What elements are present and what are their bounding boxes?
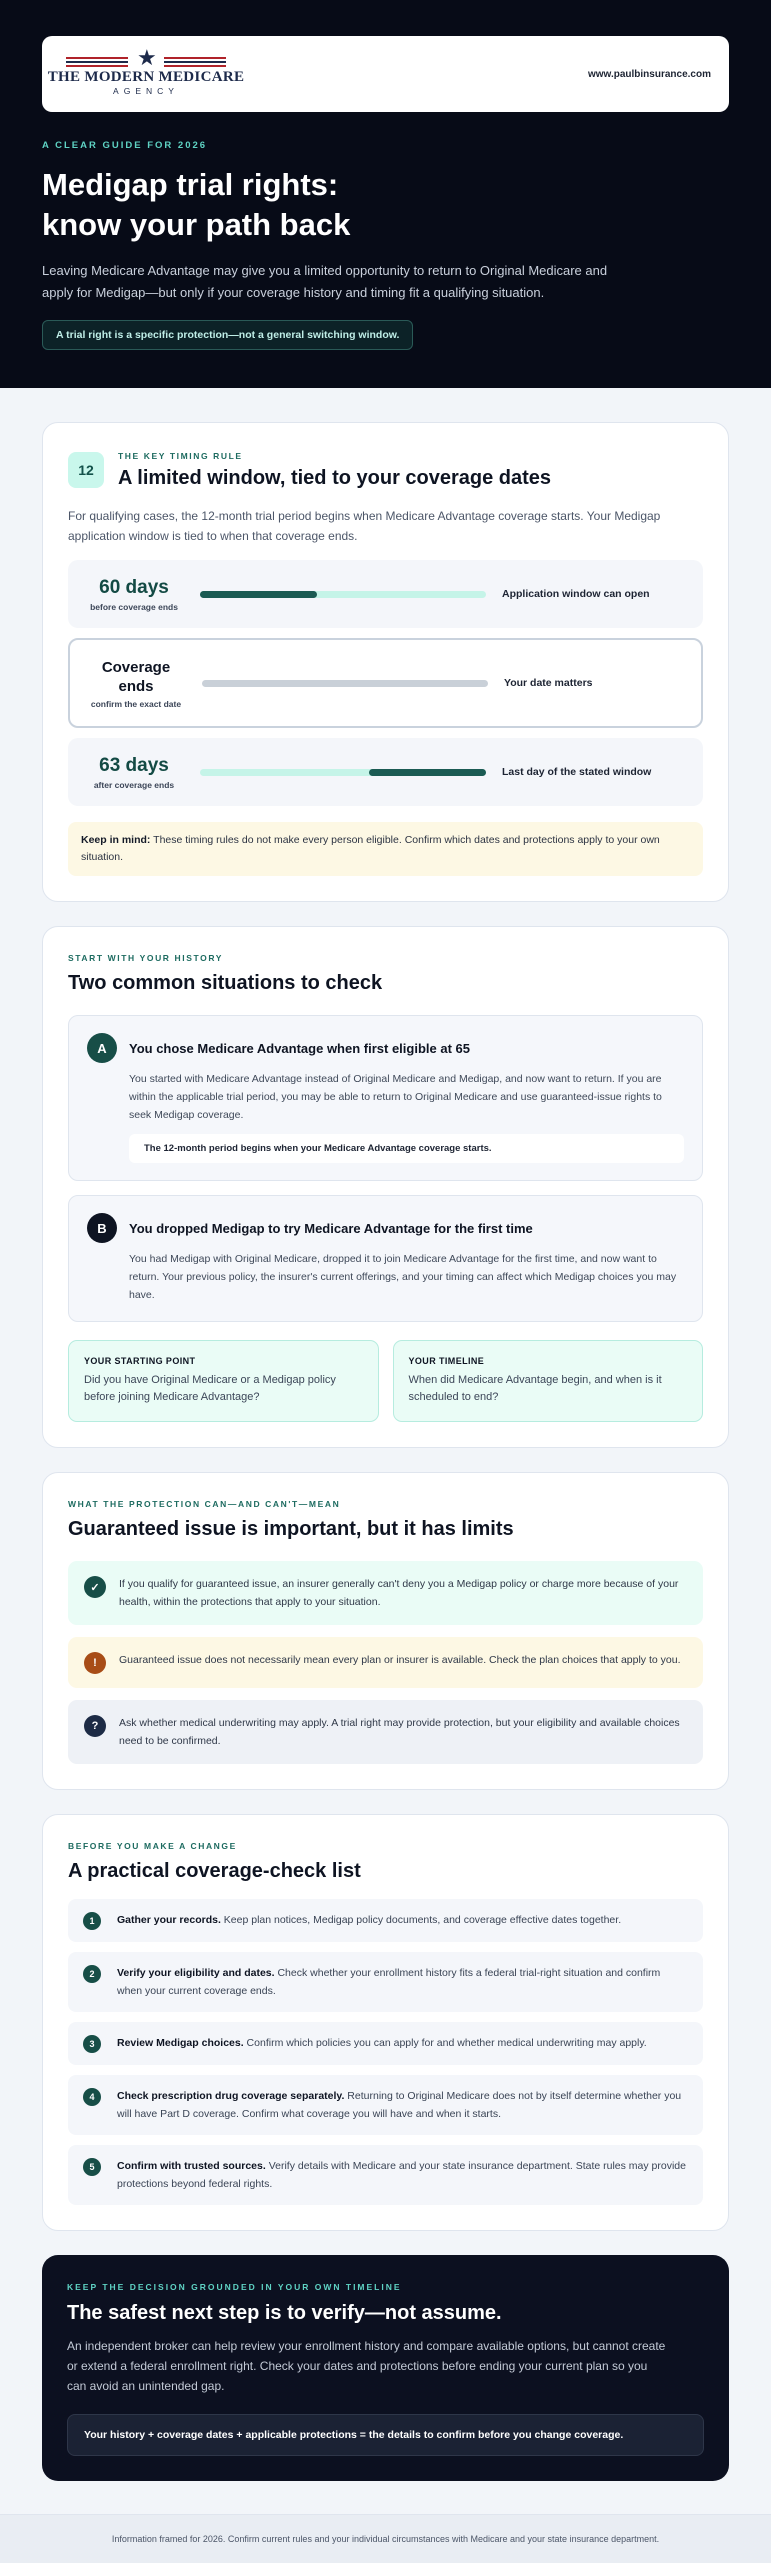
situation-body: You had Medigap with Original Medicare, dropped it to join Medicare Advantage for the first time, and now want to return. Your previous policy, the insurer's current offerings, and your timing can affect which Medigap choices you may have. [129,1253,677,1301]
history-title: Two common situations to check [68,972,383,994]
protection-text: Ask whether medical underwriting may apply. A trial right may provide protection, but your eligibility and available choices need to be confirmed. [119,1717,680,1747]
starting-point-box [68,1340,379,1422]
step-title: Verify your eligibility and dates. [117,1967,275,1979]
starting-point-text: Did you have Original Medicare or a Medigap policy before joining Medicare Advantage? [84,1374,336,1403]
hero-section [0,0,771,388]
timing-card [42,422,729,902]
logo-name: THE MODERN MEDICARE [47,69,245,85]
header-bar [42,36,729,112]
timeline-track [202,680,488,687]
timeline-title: YOUR TIMELINE [408,1356,485,1366]
timeline-row-highlight [68,638,703,728]
checklist-title: A practical coverage-check list [68,1860,361,1882]
timeline-fill [369,769,486,776]
timeline-caption: before coverage ends [90,601,178,612]
step-text: Keep plan notices, Medigap policy documents, and coverage effective dates together. [220,1914,622,1926]
situation-title: You dropped Medigap to try Medicare Advantage for the first time [129,1220,533,1236]
title-line-2: know your path back [42,207,351,242]
page-footer: Information framed for 2026. Confirm current rules and your individual circumstances with Medicare and your state insurance department. [0,2514,771,2563]
protection-text: If you qualify for guaranteed issue, an insurer generally can't deny you a Medigap policy or charge more because of your health, within the protections that apply to your situation. [119,1578,679,1608]
timing-number-badge: 12 [68,452,104,488]
protection-item [68,1561,703,1625]
step-number: 5 [83,2158,101,2176]
timeline-value: 63 days [99,754,169,776]
timeline-box [393,1340,704,1422]
timeline-track [200,769,486,776]
situation-body: You started with Medicare Advantage instead of Original Medicare and Medigap, and now want to return. If you are within the applicable trial period, you may be able to return to Original Medicare and use guaranteed-issue rights to seek Medigap coverage. [129,1073,662,1121]
closing-formula: Your history + coverage dates + applicable protections = the details to confirm before you change coverage. [67,2414,704,2456]
history-card [42,926,729,1448]
hero-callout: A trial right is a specific protection—not a general switching window. [42,320,413,350]
protection-text: Guaranteed issue does not necessarily mean every plan or insurer is available. Check the plan choices that apply to you. [119,1654,681,1666]
timeline-caption: after coverage ends [93,779,175,790]
timing-title: A limited window, tied to your coverage dates [118,467,552,489]
website-link[interactable]: www.paulbinsurance.com [588,68,711,80]
situation-letter-badge: A [87,1033,117,1063]
step-title: Check prescription drug coverage separately. [117,2090,345,2102]
starting-point-title: YOUR STARTING POINT [84,1356,196,1366]
timeline-fill [200,591,317,598]
closing-title: The safest next step is to verify—not assume. [67,2302,502,2324]
timeline-text: When did Medicare Advantage begin, and when is it scheduled to end? [408,1374,662,1403]
warning-icon: ! [84,1652,106,1674]
agency-logo[interactable] [47,45,245,97]
closing-eyebrow: KEEP THE DECISION GROUNDED IN YOUR OWN TIMELINE [67,2282,402,2292]
checklist-item [68,1952,703,2012]
step-text: Returning to Original Medicare does not by itself determine whether you will have Part D coverage. Confirm what coverage you will have and when it starts. [117,2090,682,2120]
note-text: These timing rules do not make every person eligible. Confirm which dates and protections apply to your own situation. [81,834,660,863]
question-icon: ? [84,1715,106,1737]
note-label: Keep in mind: [81,834,151,846]
situation-letter-badge: B [87,1213,117,1243]
hero-lede: Leaving Medicare Advantage may give you a limited opportunity to return to Original Medicare and apply for Medigap—but only if your coverage history and timing fit a qualifying situation. [42,263,608,300]
situation-title: You chose Medicare Advantage when first eligible at 65 [129,1040,470,1056]
timeline-row [68,738,703,806]
history-eyebrow: START WITH YOUR HISTORY [68,953,224,963]
title-line-1: Medigap trial rights: [42,167,339,202]
step-number: 1 [83,1912,101,1930]
step-title: Review Medigap choices. [117,2037,244,2049]
logo-subtitle: AGENCY [113,86,179,96]
timing-eyebrow: THE KEY TIMING RULE [118,451,243,461]
timeline-caption: confirm the exact date [90,698,182,709]
page-title [42,165,729,245]
checklist-card [42,1814,729,2231]
step-text: Confirm which policies you can apply for and whether medical underwriting may apply. [243,2037,647,2049]
timeline-value: Coverage ends [101,658,171,695]
flag-star-icon: ★ [60,51,232,69]
checklist-item [68,1899,703,1942]
step-number: 4 [83,2088,101,2106]
hero-eyebrow: A CLEAR GUIDE FOR 2026 [42,140,208,151]
closing-section [42,2255,729,2481]
situation-highlight: The 12-month period begins when your Medicare Advantage coverage starts. [129,1134,684,1163]
timing-intro: For qualifying cases, the 12-month trial period begins when Medicare Advantage coverage starts. Your Medigap application window is tied to when that coverage ends. [68,509,661,543]
timeline-track [200,591,486,598]
protection-eyebrow: WHAT THE PROTECTION CAN—AND CAN'T—MEAN [68,1499,341,1509]
step-title: Confirm with trusted sources. [117,2160,266,2172]
keep-in-mind-note [68,822,703,876]
step-number: 2 [83,1965,101,1983]
checklist-item [68,2145,703,2205]
timeline-label: Your date matters [504,677,593,689]
checklist-item [68,2022,703,2065]
checklist-item [68,2075,703,2135]
timeline-value: 60 days [99,576,169,598]
situation-card-a [68,1015,703,1181]
step-text: Verify details with Medicare and your state insurance department. State rules may provide protections beyond federal rights. [117,2160,686,2190]
checklist-eyebrow: BEFORE YOU MAKE A CHANGE [68,1841,237,1851]
timeline-label: Last day of the stated window [502,766,652,778]
protection-item [68,1700,703,1764]
protection-item [68,1637,703,1688]
step-title: Gather your records. [117,1914,221,1926]
timeline-label: Application window can open [502,588,650,600]
situation-card-b [68,1195,703,1322]
protection-title: Guaranteed issue is important, but it has limits [68,1518,514,1540]
step-text: Check whether your enrollment history fits a federal trial-right situation and confirm when your current coverage ends. [117,1967,661,1997]
timeline-row [68,560,703,628]
check-icon: ✓ [84,1576,106,1598]
closing-body: An independent broker can help review your enrollment history and compare available options, but cannot create or extend a federal enrollment right. Check your dates and protections before ending your current plan so you can avoid an unintended gap. [67,2339,666,2393]
step-number: 3 [83,2035,101,2053]
protection-card [42,1472,729,1790]
